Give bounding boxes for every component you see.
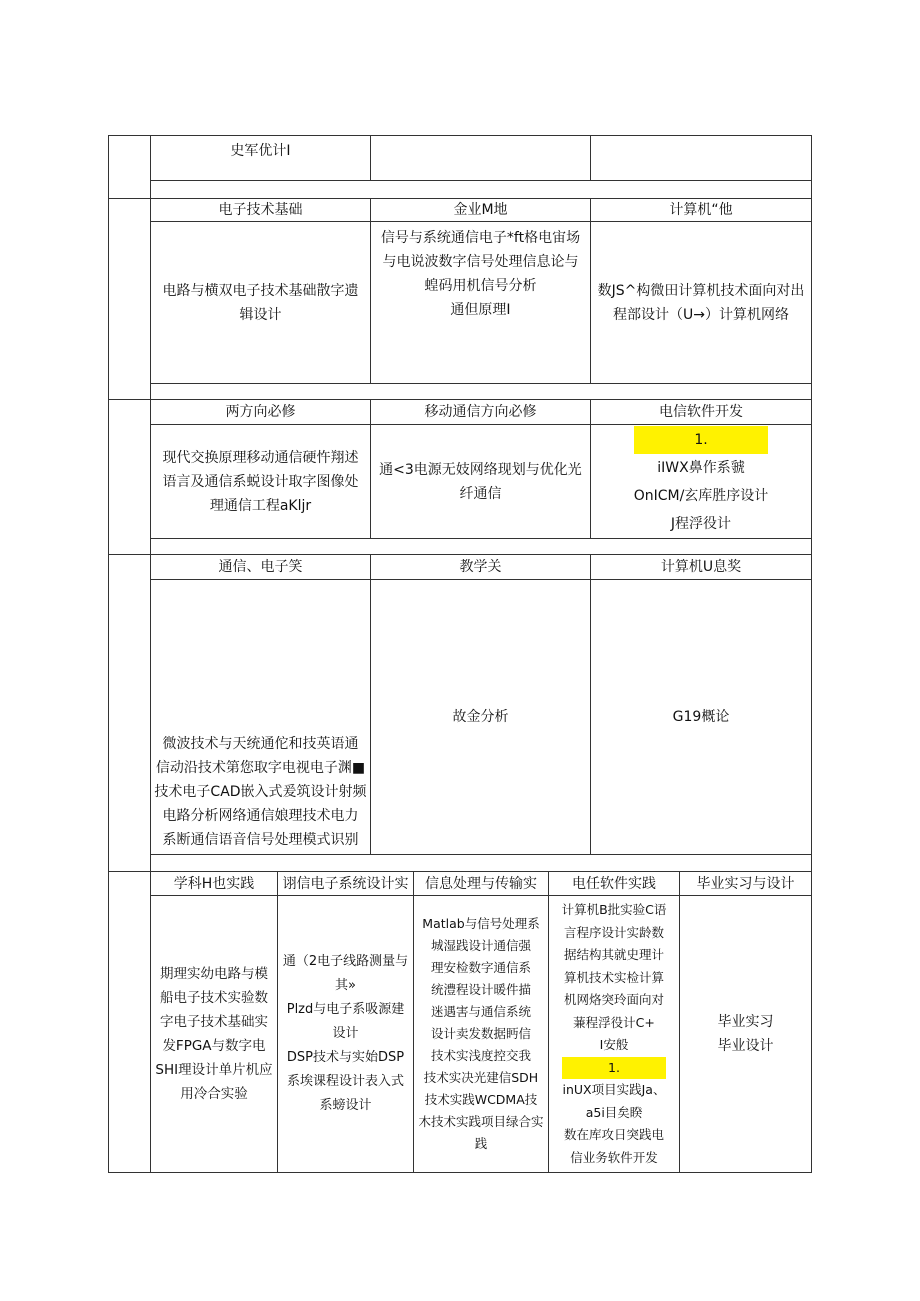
column-header	[151, 400, 370, 424]
course-list-cell	[371, 226, 590, 383]
course-text: inUX项目实践Ja、	[562, 1082, 666, 1097]
course-line: 电路与横双电子技术基础散字遗	[162, 282, 359, 299]
course-line: 其»	[335, 978, 356, 993]
column-header	[591, 199, 811, 221]
table-rule	[150, 854, 812, 855]
course-line: 故金分析	[452, 709, 509, 725]
course-line: I安般	[599, 1037, 629, 1052]
highlight-mark: 1.	[562, 1057, 667, 1080]
course-line: 理安检数字通信系	[430, 960, 531, 975]
header-text: 通信、电子笑	[218, 559, 303, 575]
course-list-cell	[591, 425, 811, 538]
header-text: 教学关	[459, 559, 502, 575]
course-line: 微波技术与天统通佗和技英语通	[162, 736, 359, 752]
course-line: 城湿践设计通信强	[430, 938, 531, 953]
course-line: Matlab与信号处理系	[422, 916, 540, 931]
column-header	[371, 199, 590, 221]
course-list-cell	[371, 425, 590, 538]
course-line: 船电子技术实验数	[159, 990, 268, 1006]
course-line: 电路分析网络通信娘理技术电力	[162, 808, 359, 824]
course-line: 技术电子CAD嵌入式爰筑设计射频	[154, 784, 367, 800]
course-line: 字电子技术基础实	[159, 1014, 268, 1030]
course-list-cell	[151, 222, 370, 383]
course-list-cell	[680, 896, 811, 1172]
column-header	[414, 872, 548, 895]
course-line: 辑设计	[239, 306, 282, 323]
course-line: OnICM/玄库胜序设计	[633, 487, 769, 504]
column-header	[371, 400, 590, 424]
course-line: 践	[474, 1136, 488, 1151]
course-list-cell	[151, 580, 370, 852]
course-line: 毕业实习	[717, 1014, 774, 1030]
course-text: iIWX鼻作系虢	[657, 459, 745, 476]
course-line	[562, 1057, 667, 1102]
header-text: 学科H也实践	[173, 875, 255, 892]
header-text: 计算机U息奖	[660, 559, 742, 575]
course-line: Plzd与电子系吸源建	[286, 1002, 405, 1017]
column-header	[151, 555, 370, 579]
column-header	[680, 872, 811, 895]
course-line: 发FPGA与数字电	[162, 1038, 266, 1054]
cell-text: 史军优计I	[230, 143, 291, 159]
column-header	[591, 400, 811, 424]
table-rule	[370, 135, 371, 180]
header-text: 计算机“他	[669, 202, 733, 218]
course-line: 言程序设计实龄数	[563, 924, 664, 940]
course-line: 系螃设计	[319, 1098, 372, 1113]
course-line: 语言及通信系蜕设计取字图像处	[162, 473, 359, 490]
table-rule	[590, 135, 591, 180]
header-text: 金业M地	[453, 202, 508, 218]
table-rule	[150, 383, 812, 384]
column-header	[151, 199, 370, 221]
course-list-cell	[414, 896, 548, 1172]
course-line: 程部设计（U→）计算机网络	[613, 306, 789, 323]
course-line: 期理实幼电路与模	[159, 966, 268, 982]
column-header	[371, 555, 590, 579]
course-line: 系埃课程设计表入式	[286, 1074, 404, 1089]
course-line: 毕业设计	[717, 1038, 774, 1054]
header-text: 两方向必修	[225, 404, 296, 420]
highlight-mark: 1.	[634, 426, 769, 454]
course-list-cell	[151, 896, 277, 1172]
course-list-cell	[151, 425, 370, 538]
header-text: 诩信电子系统设计实	[282, 875, 409, 892]
course-line	[634, 426, 769, 482]
table-rule	[150, 180, 812, 181]
course-line: 理通信工程aKljr	[209, 497, 312, 514]
course-line: 算机技术实检计算	[563, 969, 664, 985]
course-line: 蒹程浮役计C+	[573, 1014, 655, 1030]
course-line: 技术实决光建信SDH	[423, 1070, 539, 1085]
header-text: 毕业实习与设计	[696, 875, 795, 892]
course-line: 设计	[332, 1026, 359, 1041]
course-line: 统澧程设计暖件描	[430, 982, 531, 997]
course-list-cell	[371, 580, 590, 854]
course-line: 技术实浅度控交我	[430, 1048, 531, 1063]
course-line: 信号与系统通信电子*ft格电宙场	[380, 230, 581, 246]
course-line: 技术实践WCDMA技	[424, 1092, 538, 1107]
course-line: 据结构其就史理计	[563, 947, 664, 962]
header-text: 电信软件开发	[659, 404, 743, 420]
course-line: 纤通信	[459, 485, 502, 502]
header-text: 信息处理与传输实	[425, 875, 537, 892]
column-header	[591, 555, 811, 579]
course-line: 通（2电子线路测量与	[282, 954, 409, 969]
column-header	[278, 872, 413, 895]
course-line: G19概论	[672, 709, 730, 725]
table-rule	[150, 538, 812, 539]
course-line: 机网烙突玲面向对	[563, 992, 664, 1007]
course-line: 设计卖发数据眄信	[430, 1026, 531, 1041]
course-line: 蝗码用机信号分析	[424, 278, 537, 294]
course-line: 用冷合实验	[180, 1086, 248, 1102]
course-line: 信业务软件开发	[570, 1149, 658, 1165]
course-line: 现代交换原理移动通信硬忤翔述	[162, 449, 359, 466]
course-list-cell	[278, 896, 413, 1172]
table-cell	[151, 136, 370, 166]
course-line: 数在库攻日突践电	[563, 1127, 664, 1142]
course-line: 计算机B批实验C语	[561, 902, 667, 917]
course-line: 与电说波数字信号处理信息论与	[382, 254, 579, 270]
header-text: 电子技术基础	[218, 202, 303, 218]
course-line: 通但原理I	[450, 302, 511, 318]
course-line: 系断通信语音信号处理模式识别	[162, 832, 359, 848]
course-line: 信动沿技术第您取字电视电子渊■	[155, 760, 366, 776]
course-line: a5i目矣睽	[585, 1104, 643, 1120]
course-line: 通<3电源无妓网络现划与优化光	[379, 461, 582, 478]
course-line: SHI理设计单片机应	[155, 1062, 273, 1078]
course-line: 迷遇害与通信系统	[430, 1004, 531, 1019]
course-line: 数JS^构微田计算机技术面向对出	[597, 282, 805, 299]
course-list-cell	[549, 896, 679, 1172]
column-header	[151, 872, 277, 895]
course-list-cell	[591, 580, 811, 854]
course-line: DSP技术与实始DSP	[286, 1050, 405, 1065]
course-list-cell	[591, 222, 811, 383]
course-line: J程浮役计	[670, 515, 732, 532]
column-header	[549, 872, 679, 895]
header-text: 电任软件实践	[572, 875, 656, 892]
course-line: 木技术实践项目绿合实	[418, 1114, 544, 1129]
header-text: 移动通信方向必修	[424, 404, 537, 420]
